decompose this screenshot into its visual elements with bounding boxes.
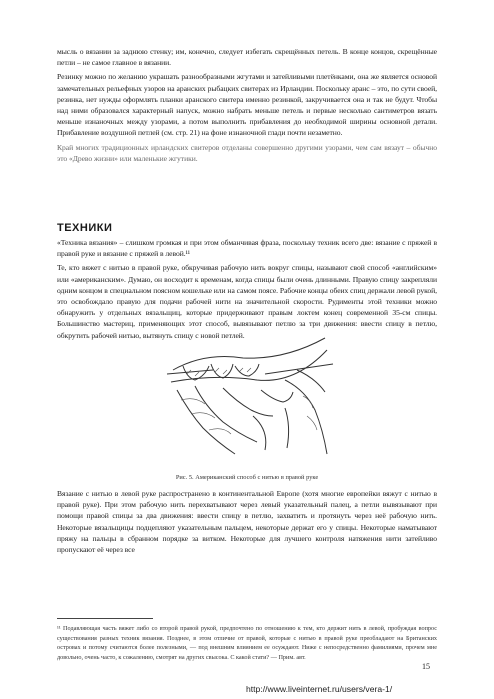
page-number: 15 bbox=[422, 662, 430, 671]
intro-text bbox=[57, 46, 437, 167]
source-url-watermark: http://www.liveinternet.ru/users/vera-1/ bbox=[246, 684, 393, 694]
footnote-divider bbox=[57, 618, 153, 619]
intro-paragraph: Край многих традиционных ирландских свитеров отделаны совершенно другими узорами, чем сам вязаут – обычно это «Древо жизни» или маленькие жгутики. bbox=[57, 142, 437, 163]
body-text bbox=[57, 237, 437, 344]
body-paragraph: Те, кто вяжет с нитью в правой руке, обкручивая рабочую нить вокруг спицы, называют свой способ «английским» или «американским». Думаю, он восходит к временам, когда спицы были очень длинными. Правую спицу закрепляли одним концом в специальном поясном кошельке или на самом поясе. Рабочие концы обеих спиц держали левой рукой, это освобождало правую для подачи рабочей нити на значительной скорости. Рудименты этой техники можно обнаружить у отдельных вязальщиц, которые придерживают правым локтем конец современной 35-см спицы. Большинство мастериц, применяющих этот способ, вывязывают петлю за три движения: ввести спицу в петлю, обкрутить рабочей нитью, вытянуть спицу с новой петлей. bbox=[57, 263, 437, 340]
footnote: ¹¹ Подавляющая часть вяжет либо со второй правой рукой, предпочтено по отношению к тем, кто держит нить в левой, пробуждая вопрос существования разных техник вязания. Позднее, в этом отличие от правой, которые с нитью в правой руке преобладают на Британских островах и потому считаются более полезными, — под внешним влиянием ее осуждают. Ниже с непосредственно фамилиями, прочем мне довольно, очень часто, к сожалению, смотрят на других свысока. С какой стати? — Прим. авт. bbox=[57, 625, 437, 661]
continuation-text bbox=[57, 488, 437, 558]
knitting-hands-illustration bbox=[165, 330, 335, 458]
intro-paragraph: Резинку можно по желанию украшать разнообразными жгутами и затейливыми плетёнками, она же является основой замечательных рельефных узоров на аранских рыбацких свитерах из Ирландии. Поскольку аранс – это, по сути своей, резинка, нет нужды оформлять планки аранского свитера именно резинкой, закручивается она и так не будут. Чтобы над ними образовался характерный напуск, можно набрать меньше петель и первые несколько сантиметров вязать меньше изнаночных между узорами, а потом выполнить прибавления до необходимой ширины основной детали. Прибавление воздушной петлей (см. стр. 21) на фоне изнаночной глади почти незаметно. bbox=[57, 72, 437, 138]
body-paragraph: Вязание с нитью в левой руке распространено в континентальной Европе (хотя многие европейки вяжут с нитью в правой руке). При этом рабочую нить перехватывают через левый указательный палец, а петли вывязывают при помощи правой спицы за два движения: ввести спицу в петлю, захватить и протянуть через неё рабочую нить. Некоторые вязальщицы подцепляют указательным пальцем, некоторые держат его у спицы. Некоторые наматывают пряжу на пальцы в сбранном порядке за витком. Некоторые для лучшего контроля натяжения нити затейливо пропускают её через все bbox=[57, 489, 437, 555]
body-paragraph: «Техника вязания» – слишком громкая и при этом обманчивая фраза, поскольку техник всего две: вязание с пряжей в правой руке и вязание с пряжей в левой.¹¹ bbox=[57, 238, 437, 259]
section-heading: ТЕХНИКИ bbox=[57, 222, 113, 234]
intro-paragraph: мысль о вязании за заднюю стенку; им, конечно, следует избегать скрещённых петель. В конце концов, скрещённые петли – не самое главное в вязании. bbox=[57, 47, 437, 68]
figure-caption: Рис. 5. Американский способ с нитью в правой руке bbox=[175, 474, 319, 481]
